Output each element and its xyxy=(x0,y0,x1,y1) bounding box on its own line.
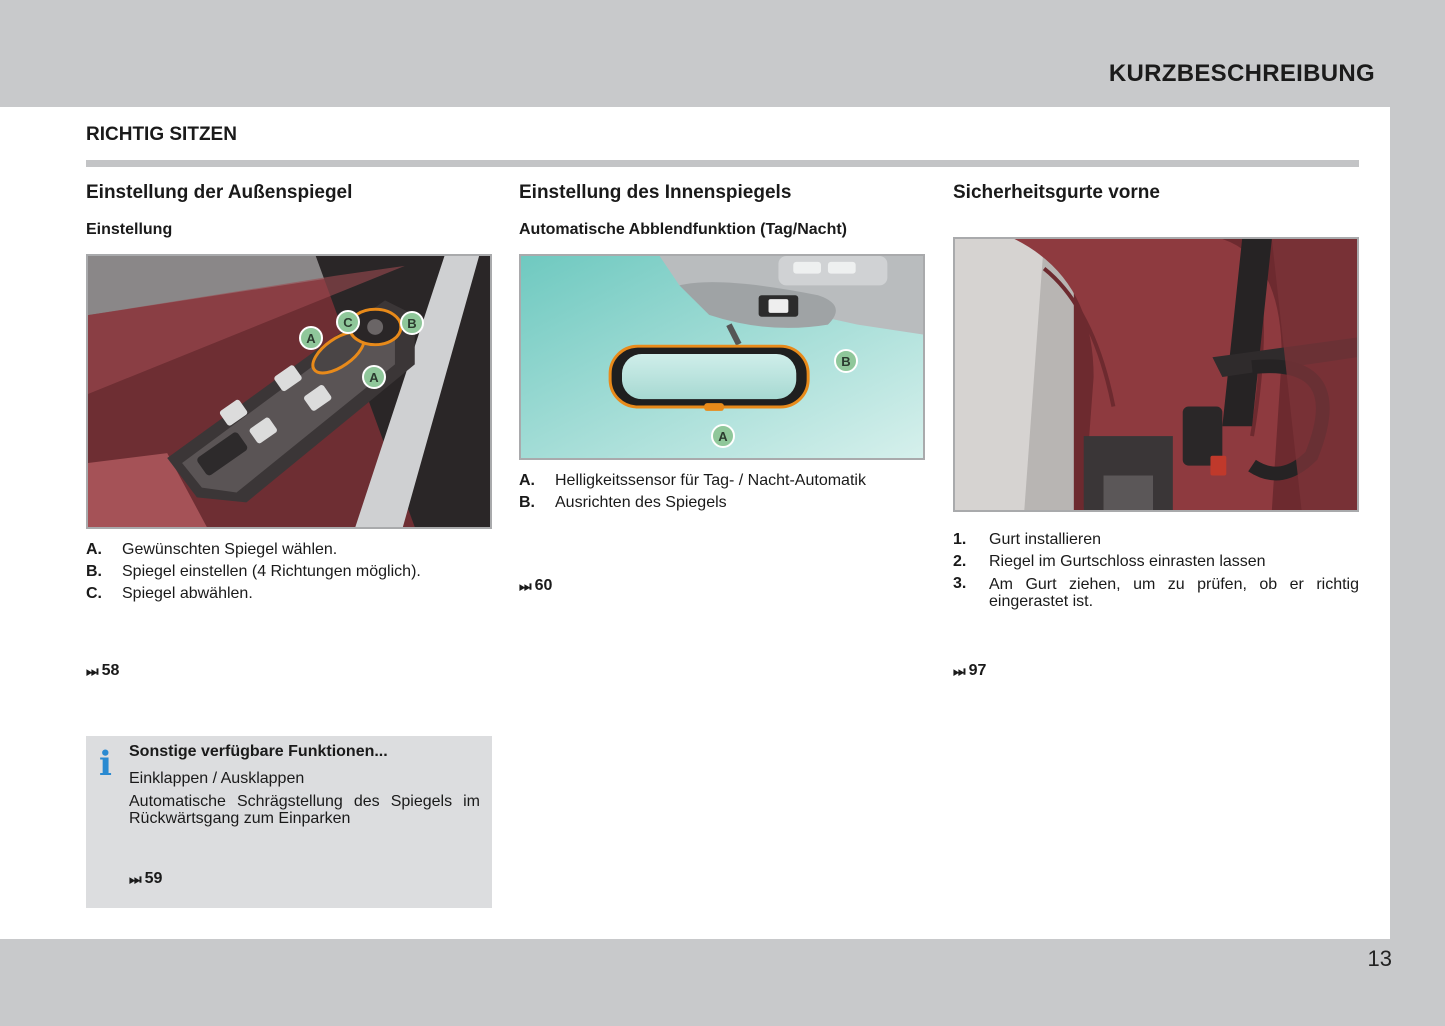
outside-mirror-steps xyxy=(86,539,492,605)
section-title: RICHTIG SITZEN xyxy=(86,124,237,145)
column-heading: Einstellung der Außenspiegel xyxy=(86,182,353,203)
item-key: A. xyxy=(519,472,535,489)
callout-label: A xyxy=(718,429,728,444)
item-text: Am Gurt ziehen, um zu prüfen, ob er richtig eingerastet ist. xyxy=(989,576,1359,610)
list-item xyxy=(86,561,492,583)
item-text: Spiegel abwählen. xyxy=(122,585,253,602)
info-icon: i xyxy=(99,744,112,784)
page-number: 13 xyxy=(1367,946,1392,971)
callout-label: A xyxy=(369,370,379,385)
skip-forward-icon: ⏭ xyxy=(953,662,964,679)
callout-label: A xyxy=(306,331,316,346)
column-inside-mirror xyxy=(519,180,925,239)
item-text: Riegel im Gurtschloss einrasten lassen xyxy=(989,553,1266,570)
column-seat-belts xyxy=(953,180,1359,204)
skip-forward-icon: ⏭ xyxy=(129,870,140,887)
list-item xyxy=(953,551,1359,573)
skip-forward-icon: ⏭ xyxy=(86,662,97,679)
item-text: Helligkeitssensor für Tag- / Nacht-Automatik xyxy=(555,472,866,489)
list-item xyxy=(519,470,925,492)
callout-label: C xyxy=(343,315,353,330)
callout-a-lower xyxy=(363,366,385,388)
rearview-mirror-callouts xyxy=(519,254,925,460)
column-subheading: Einstellung xyxy=(86,221,173,238)
column-heading: Einstellung des Innenspiegels xyxy=(519,182,792,203)
page-reference-60[interactable] xyxy=(519,577,552,595)
info-box xyxy=(86,736,492,908)
callout-a xyxy=(300,327,322,349)
seat-belt-steps xyxy=(953,529,1359,610)
info-box-line: Automatische Schrägstellung des Spiegels im Rückwärtsgang zum Einparken xyxy=(129,793,480,827)
item-text: Ausrichten des Spiegels xyxy=(555,494,727,511)
item-key: 1. xyxy=(953,531,967,548)
callout-b xyxy=(401,312,423,334)
page-reference-58[interactable] xyxy=(86,662,119,680)
column-heading: Sicherheitsgurte vorne xyxy=(953,182,1160,203)
list-item xyxy=(519,492,925,514)
callout-label: B xyxy=(841,354,851,369)
page-reference-number: 58 xyxy=(101,662,120,679)
item-key: 2. xyxy=(953,553,967,570)
header-title: KURZBESCHREIBUNG xyxy=(1108,60,1375,87)
list-item xyxy=(86,583,492,605)
item-key: B. xyxy=(86,563,102,580)
callout-c xyxy=(337,311,359,333)
callout-b xyxy=(835,350,857,372)
section-divider xyxy=(86,160,1359,167)
column-subheading: Automatische Abblendfunktion (Tag/Nacht) xyxy=(519,221,847,238)
item-key: 3. xyxy=(953,575,967,592)
item-key: A. xyxy=(86,541,102,558)
page-reference-97[interactable] xyxy=(953,662,986,680)
skip-forward-icon: ⏭ xyxy=(519,577,530,594)
mirror-switch-callouts xyxy=(86,254,492,529)
page-reference-59[interactable] xyxy=(129,870,162,888)
item-text: Spiegel einstellen (4 Richtungen möglich). xyxy=(122,563,421,580)
page-reference-number: 97 xyxy=(968,662,987,679)
column-outside-mirrors xyxy=(86,180,492,239)
seat-belt-illustration xyxy=(953,237,1359,512)
page-reference-number: 59 xyxy=(144,870,163,887)
list-item xyxy=(953,573,1359,610)
info-box-line: Einklappen / Ausklappen xyxy=(129,770,305,787)
item-key: B. xyxy=(519,494,535,511)
list-item xyxy=(953,529,1359,551)
info-box-title: Sonstige verfügbare Funktionen... xyxy=(129,743,388,760)
item-text: Gewünschten Spiegel wählen. xyxy=(122,541,338,558)
page-reference-number: 60 xyxy=(534,577,553,594)
list-item xyxy=(86,539,492,561)
callout-label: B xyxy=(407,316,417,331)
item-text: Gurt installieren xyxy=(989,531,1102,548)
callout-a xyxy=(712,425,734,447)
inside-mirror-items xyxy=(519,470,925,514)
item-key: C. xyxy=(86,585,102,602)
